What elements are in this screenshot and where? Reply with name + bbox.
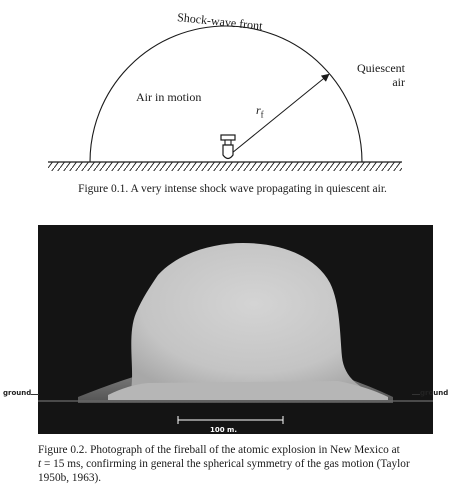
figure2-caption	[38, 443, 440, 485]
label-quiescent-line1: Quiescent	[357, 61, 405, 75]
figure-shock-wave-diagram	[0, 0, 465, 205]
figure1-caption: Figure 0.1. A very intense shock wave propagating in quiescent air.	[78, 183, 387, 195]
radius-subscript: f	[260, 109, 264, 120]
shock-wave-svg	[0, 0, 465, 205]
label-air-in-motion: Air in motion	[136, 90, 202, 104]
scale-label: 100 m.	[210, 426, 238, 434]
figure2-caption-line1: Figure 0.2. Photograph of the fireball of the atomic explosion in New Mexico at	[38, 444, 400, 456]
ground-label-left: ground	[3, 389, 32, 397]
figure2-caption-var: t	[38, 458, 42, 470]
ground-tick-right	[412, 394, 420, 395]
fireball-svg	[38, 225, 433, 434]
figure2-caption-line3: 1950b, 1963).	[38, 472, 102, 484]
label-radius	[256, 103, 264, 121]
radius-arrow	[232, 75, 328, 153]
charge-icon	[221, 135, 235, 159]
ground-label-right: ground	[420, 389, 449, 397]
ground-hatching	[48, 162, 402, 171]
fireball-dome	[130, 243, 378, 395]
figure2-caption-line2: = 15 ms, confirming in general the spherical symmetry of the gas motion (Taylor	[41, 458, 410, 470]
label-quiescent-line2: air	[392, 75, 405, 89]
ground-tick-left	[31, 394, 39, 395]
fireball-base	[108, 381, 388, 400]
fireball-photograph	[38, 225, 433, 434]
radius-symbol: r	[256, 103, 261, 117]
label-quiescent-air	[353, 61, 405, 89]
label-shock-wave-front: Shock-wave front	[176, 10, 264, 33]
scale-bar	[178, 416, 283, 424]
